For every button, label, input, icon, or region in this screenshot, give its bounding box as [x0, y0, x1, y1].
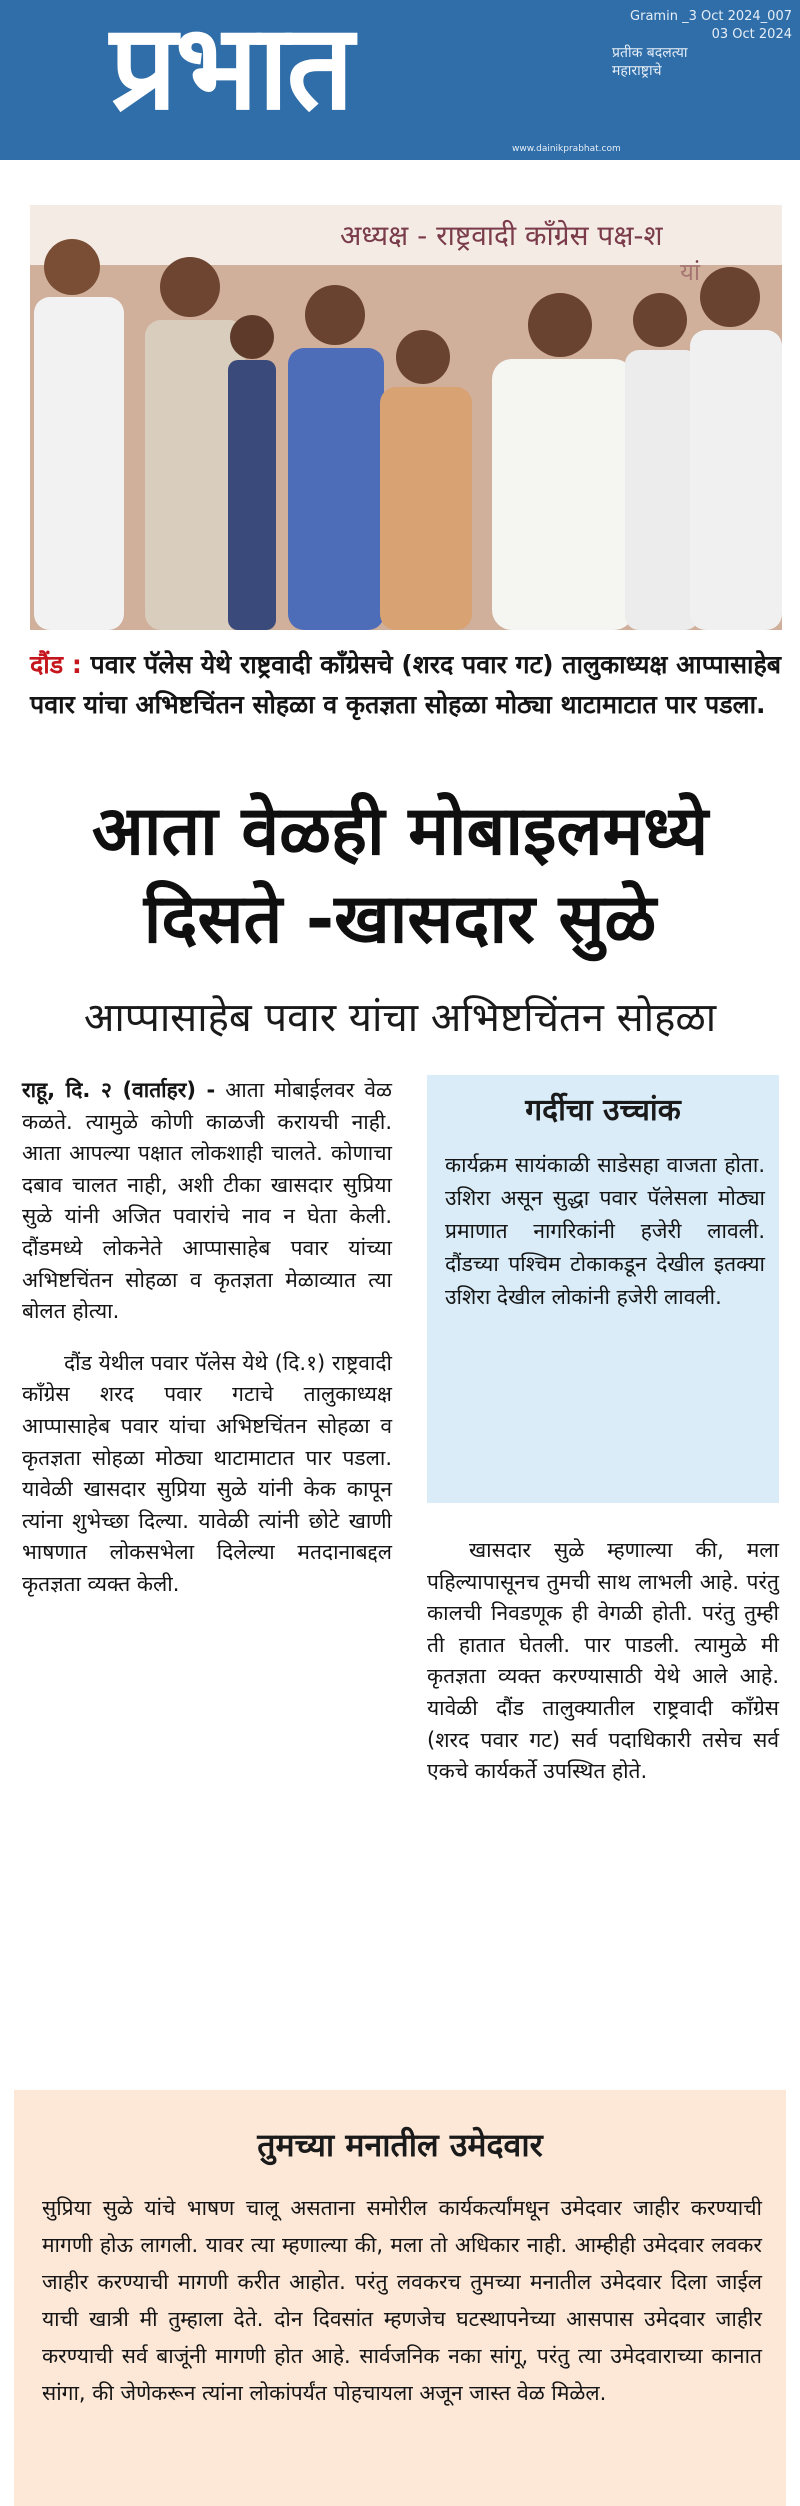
- masthead: [0, 0, 800, 160]
- event-photo: [30, 205, 782, 630]
- article-paragraph-1-text: आता मोबाईलवर वेळ कळते. त्यामुळे कोणी काळजी करायची नाही. आता आपल्या पक्षात लोकशाही चालते. कोणाचा दबाव चालत नाही, अशी टीका खासदार सुप्रिया सुळे यांनी अजित पवारांचे नाव न घेता केली. दौंडमध्ये लोकनेते आप्पासाहेब पवार यांच्या अभिष्टचिंतन सोहळा व कृतज्ञता मेळाव्यात त्या बोलत होत्या.: [22, 1078, 392, 1324]
- candidate-box: [14, 2090, 786, 2506]
- crowd-box-text: कार्यक्रम सायंकाळी साडेसहा वाजता होता. उशिरा असून सुद्धा पवार पॅलेसला मोठ्या प्रमाणात नागरिकांनी हजेरी लावली. दौंडच्या पश्चिम टोकाकडून देखील इतक्या उशिरा देखील लोकांनी हजेरी लावली.: [445, 1153, 765, 1309]
- right-column: [427, 1535, 779, 1808]
- left-column: [22, 1075, 392, 1621]
- article-paragraph-2: दौंड येथील पवार पॅलेस येथे (दि.१) राष्ट्रवादी कॉंग्रेस शरद पवार गटाचे तालुकाध्यक्ष आप्पासाहेब पवार यांचा अभिष्टचिंतन सोहळा व कृतज्ञता सोहळा मोठ्या थाटामाटात पार पडला. यावेळी खासदार सुप्रिया सुळे यांनी केक कापून त्यांना शुभेच्छा दिल्या. यावेळी त्यांनी छोटे खाणी भाषणात लोकसभेला दिलेल्या मतदानाबद्दल कृतज्ञता व्यक्त केली.: [22, 1350, 392, 1596]
- article-paragraph-3: खासदार सुळे म्हणाल्या की, मला पहिल्यापासूनच तुमची साथ लाभली आहे. परंतु कालची निवडणूक ही वेगळी होती. परंतु तुम्ही ती हातात घेतली. पार पाडली. त्यामुळे मी कृतज्ञता व्यक्त करण्यासाठी येथे आले आहे. यावेळी दौंड तालुक्यातील राष्ट्रवादी कॉंग्रेस (शरद पवार गट) सर्व पदाधिकारी तसेच सर्व एकचे कार्यकर्ते उपस्थित होते.: [427, 1538, 779, 1784]
- edition-date: 03 Oct 2024: [711, 27, 792, 42]
- edition-info: [630, 8, 792, 44]
- article-paragraph-1: [22, 1075, 392, 1328]
- masthead-slogan: प्रतीक बदलत्या महाराष्ट्राचे: [612, 45, 688, 79]
- dateline: राहू, दि. २ (वार्ताहर) -: [22, 1078, 216, 1102]
- photo-banner-text: अध्यक्ष - राष्ट्रवादी काँग्रेस पक्ष-श: [340, 219, 663, 252]
- crowd-box-title: गर्दीचा उच्चांक: [525, 1093, 681, 1128]
- caption-text: पवार पॅलेस येथे राष्ट्रवादी काँग्रेसचे (शरद पवार गट) तालुकाध्यक्ष आप्पासाहेब पवार यांचा अभिष्टचिंतन सोहळा व कृतज्ञता सोहळा मोठ्या थाटामाटात पार पडला.: [30, 650, 782, 719]
- person-3: [228, 315, 276, 630]
- caption-place: दौंड :: [30, 650, 82, 679]
- subheadline: आप्पासाहेब पवार यांचा अभिष्टचिंतन सोहळा: [83, 995, 717, 1041]
- candidate-box-text: सुप्रिया सुळे यांचे भाषण चालू असताना समोरील कार्यकर्त्यांमधून उमेदवार जाहीर करण्याची मागणी होऊ लागली. यावर त्या म्हणाल्या की, मला तो अधिकार नाही. आम्हीही उमेदवार लवकर जाहीर करण्याची मागणी करीत आहोत. परंतु लवकरच तुमच्या मनातील उमेदवार दिला जाईल याची खात्री मी तुम्हाला देते. दोन दिवसांत म्हणजेच घटस्थापनेच्या आसपास उमेदवार जाहीर करण्याची सर्व बाजूंनी मागणी होत आहे. सार्वजनिक नका सांगू, परंतु त्या उमेदवाराच्या कानात सांगा, की जेणेकरून त्यांना लोकांपर्यंत पोहचायला अजून जास्त वेळ मिळेल.: [42, 2196, 762, 2405]
- event-photo-illustration: [30, 205, 782, 630]
- edition-line-1: Gramin _3 Oct 2024_007: [630, 9, 792, 24]
- person-1: [34, 239, 124, 630]
- newspaper-logo: प्रभात: [110, 0, 352, 136]
- headline: [0, 788, 800, 964]
- headline-line-1: आता वेळही मोबाइलमध्ये: [91, 792, 709, 871]
- crowd-box: [427, 1075, 779, 1503]
- website-url: www.dainikprabhat.com: [512, 144, 621, 154]
- headline-line-2: दिसते -खासदार सुळे: [143, 880, 657, 959]
- photo-caption: [30, 645, 782, 725]
- candidate-box-title: तुमच्या मनातील उमेदवार: [257, 2126, 543, 2164]
